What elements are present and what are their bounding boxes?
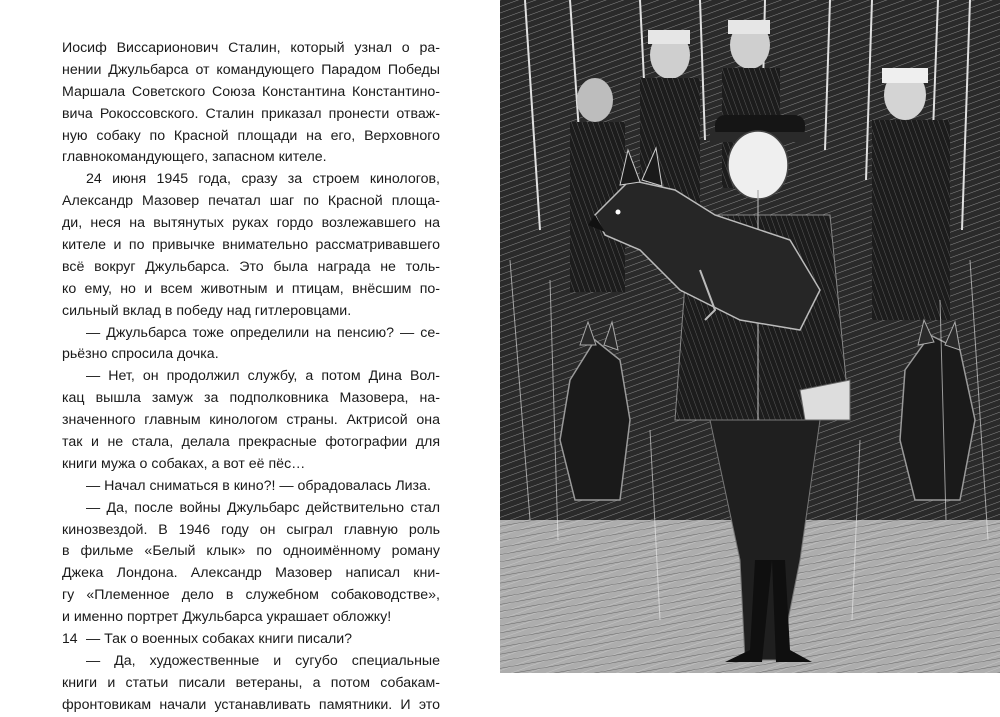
page-number: 14 — [62, 630, 78, 646]
text-line: книги мужа о собаках, а вот её пёс… — [62, 455, 306, 472]
text-line: Джека Лондона. Александр Мазовер написал кни- — [62, 565, 440, 582]
text-line: — Начал сниматься в кино?! — обрадовалась Лиза. — [86, 477, 431, 494]
parade-illustration — [500, 0, 1000, 673]
text-line: — Так о военных собаках книги писали? — [86, 631, 353, 648]
text-line: кац вышла замуж за подполковника Мазовера, на- — [62, 390, 440, 407]
text-line: ную собаку по Красной площади на его, Верховного — [62, 127, 440, 144]
text-line: Маршала Советского Союза Константина Константино- — [62, 83, 440, 100]
pencil-sketch-image — [500, 0, 1000, 673]
text-line: книги и статьи писали ветераны, а потом собакам- — [62, 674, 440, 691]
text-line: кителе и по привычке внимательно рассматривавшего — [62, 237, 440, 254]
text-line: Иосиф Виссарионович Сталин, который узнал о ра- — [62, 40, 440, 56]
text-line: и именно портрет Джульбарса украшает обложку! — [62, 609, 392, 626]
text-line: всё вокруг Джульбарса. Это была награда не толь- — [62, 258, 440, 275]
text-line: главнокомандующего, запасном кителе. — [62, 149, 327, 166]
page-text-body — [62, 38, 440, 717]
text-line: — Да, после войны Джульбарс действительно стал — [86, 499, 440, 516]
text-line: значенного главным кинологом страны. Актрисой она — [62, 412, 440, 429]
text-line: Александр Мазовер печатал шаг по Красной площа- — [62, 193, 440, 210]
text-line: 24 июня 1945 года, сразу за строем кинологов, — [86, 171, 440, 188]
text-line: гу «Племенное дело в служебном собаководстве», — [62, 587, 440, 604]
text-line: в фильме «Белый клык» по одноимённому роману — [62, 543, 440, 560]
text-line: — Джульбарса тоже определили на пенсию? — се- — [86, 324, 440, 341]
text-line: фронтовикам начали устанавливать памятники. И это — [62, 696, 440, 713]
left-text-page — [0, 0, 500, 713]
text-line: нении Джульбарса от командующего Парадом Победы — [62, 61, 440, 78]
text-line: — Да, художественные и сугубо специальные — [86, 652, 440, 669]
text-line: вича Рокоссовского. Сталин приказал пронести отваж- — [62, 105, 440, 122]
text-line: рьёзно спросила дочка. — [62, 346, 219, 363]
text-line: ко ему, но и всем животным и птицам, внёсшим по- — [62, 280, 440, 297]
text-line: ди, неся на вытянутых руках гордо возлежавшего на — [62, 215, 440, 232]
text-line: — Нет, он продолжил службу, а потом Дина Вол- — [86, 368, 440, 385]
text-line: так и не стала, делала прекрасные фотографии для — [62, 434, 440, 451]
text-line: кинозвездой. В 1946 году он сыграл главную роль — [62, 521, 440, 538]
text-line: сильный вклад в победу над гитлеровцами. — [62, 302, 352, 319]
